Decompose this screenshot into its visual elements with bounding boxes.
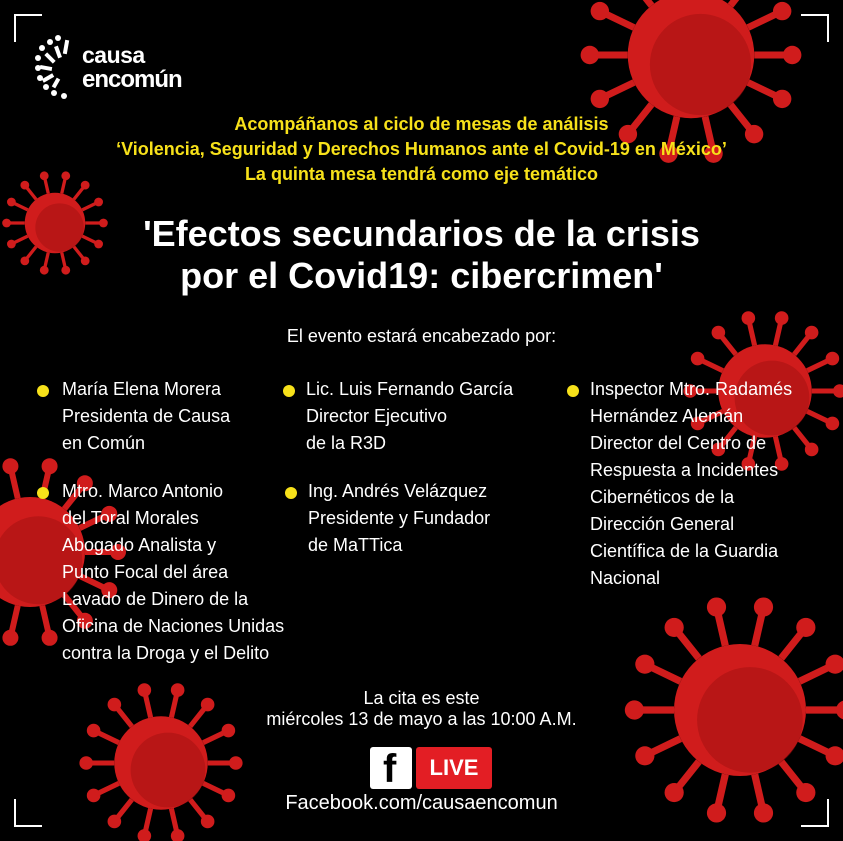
speaker-line: Abogado Analista y xyxy=(62,535,217,555)
event-title xyxy=(0,213,843,297)
facebook-f-glyph: f xyxy=(383,747,397,791)
speaker-line: Dirección General xyxy=(590,514,735,534)
intro-line: La quinta mesa tendrá como eje temático xyxy=(244,164,599,184)
speaker-line: Inspector Mtro. Radamés xyxy=(590,379,793,399)
event-date xyxy=(0,688,843,730)
speaker-line: Oficina de Naciones Unidas xyxy=(62,616,285,636)
logo-wordmark-bottom: encomún xyxy=(82,66,182,93)
speaker-line: de MaTTica xyxy=(308,535,403,555)
intro-line: ‘Violencia, Seguridad y Derechos Humanos ante el Covid-19 en México’ xyxy=(116,139,727,159)
speaker-line: Cibernéticos de la xyxy=(590,487,735,507)
intro-text xyxy=(0,112,843,187)
intro-line: Acompáñanos al ciclo de mesas de análisis xyxy=(234,114,609,134)
speaker-line: Hernández Alemán xyxy=(590,406,744,426)
title-line: 'Efectos secundarios de la crisis xyxy=(143,213,700,254)
speaker-line: Punto Focal del área xyxy=(62,562,229,582)
date-line: miércoles 13 de mayo a las 10:00 A.M. xyxy=(266,709,577,729)
speaker-line: Nacional xyxy=(590,568,661,588)
speaker-line: del Toral Morales xyxy=(62,508,199,528)
speaker-entry xyxy=(590,376,792,592)
speaker-line: contra la Droga y el Delito xyxy=(62,643,270,663)
bullet-icon xyxy=(37,487,49,499)
speaker-line: Lic. Luis Fernando García xyxy=(306,379,514,399)
speaker-line: Ing. Andrés Velázquez xyxy=(308,481,488,501)
speaker-line: María Elena Morera xyxy=(62,379,222,399)
speaker-line: Científica de la Guardia xyxy=(590,541,779,561)
speaker-entry xyxy=(308,478,490,559)
facebook-icon[interactable] xyxy=(370,747,412,789)
speaker-line: Presidenta de Causa xyxy=(62,406,231,426)
speakers-heading: El evento estará encabezado por: xyxy=(286,326,557,346)
speaker-line: en Común xyxy=(62,433,146,453)
brand-logo xyxy=(32,26,192,116)
live-badge[interactable]: LIVE xyxy=(416,747,492,789)
speaker-entry xyxy=(62,478,284,667)
speaker-line: Lavado de Dinero de la xyxy=(62,589,249,609)
bullet-icon xyxy=(37,385,49,397)
date-line: La cita es este xyxy=(363,688,480,708)
speaker-line: Respuesta a Incidentes xyxy=(590,460,779,480)
speaker-line: Mtro. Marco Antonio xyxy=(62,481,224,501)
bullet-icon xyxy=(567,385,579,397)
logo-wordmark-top: causa xyxy=(82,42,145,68)
speaker-line: Director del Centro de xyxy=(590,433,767,453)
frame-corner-top-right xyxy=(801,14,829,42)
speaker-entry xyxy=(62,376,230,457)
speaker-entry xyxy=(306,376,513,457)
speaker-line: de la R3D xyxy=(306,433,387,453)
facebook-link[interactable]: Facebook.com/causaencomun xyxy=(285,792,558,814)
speaker-line: Director Ejecutivo xyxy=(306,406,448,426)
speaker-line: Presidente y Fundador xyxy=(308,508,491,528)
bullet-icon xyxy=(283,385,295,397)
bullet-icon xyxy=(285,487,297,499)
title-line: por el Covid19: cibercrimen' xyxy=(180,255,663,296)
